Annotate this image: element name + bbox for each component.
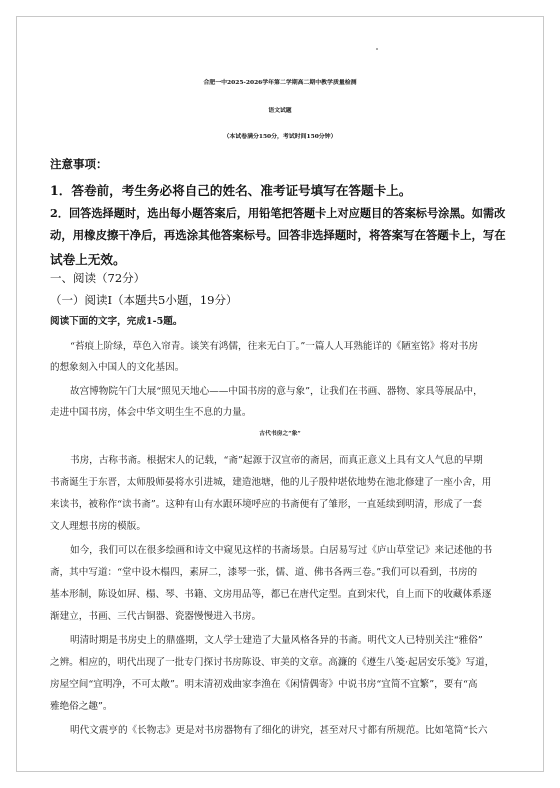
passage-line: 明清时期是书房史上的鼎盛期，文人学士建造了大量风格各异的书斋。明代文人已特别关注“雅俗” (70, 635, 483, 646)
passage-line: 之辨。相应的，明代出现了一批专门探讨书房陈设、审美的文章。高濂的《遵生八笺·起居安乐笺》写道， (50, 657, 495, 668)
section-heading: 一、阅读（72分） (50, 271, 146, 285)
passage-line: 书斋诞生于东晋，太师殷师晏将水引进城，建造池塘，他的儿子殷仲堪依地势在池北修建了一座小舍，用 (50, 477, 492, 488)
passage-line: 基本形制，陈设如屏、榻、琴、书籍、文房用品等，都已在唐代定型。直到宋代，自上而下的收藏体系逐 (50, 589, 492, 600)
exam-title: 合肥一中2025-2026学年第二学期高二期中教学质量检测 (203, 79, 357, 86)
passage-line: 明代文震亨的《长物志》更是对书房器物有了细化的讲究，甚至对尺寸都有所规范。比如笔筒“长六 (70, 725, 488, 736)
notice-item-2-line-1: 2．回答选择题时，选出每小题答案后，用铅笔把答题卡上对应题目的答案标号涂黑。如需改 (50, 206, 506, 220)
passage-line: “苔痕上阶绿，草色入帘青。谈笑有鸿儒，往来无白丁。”一篇人人耳熟能详的《陋室铭》将对书房 (70, 341, 478, 352)
passage-line: 的想象刻入中国人的文化基因。 (50, 362, 185, 373)
passage-line: 渐建立，书画、三代古铜器、瓷器慢慢进入书房。 (50, 611, 262, 622)
article-title: 古代书房之“象” (259, 431, 301, 437)
passage-line: 故宫博物院午门大展“照见天地心——中国书房的意与象”，让我们在书画、器物、家具等展品中， (70, 386, 483, 397)
score-note: （本试卷满分150分，考试时间150分钟） (223, 133, 337, 140)
passage-line: 书房，古称书斋。根据宋人的记载，“斋”起源于汉宣帝的斋居，而真正意义上具有文人气息的早期 (70, 455, 483, 466)
notice-item-2-line-3: 试卷上无效。 (50, 252, 126, 267)
section-sub-heading: （一）阅读Ⅰ（本题共5小题，19分） (50, 293, 238, 307)
passage-line: 房屋空间“宜明净，不可太敞”。明末清初戏曲家李渔在《闲情偶寄》中说书房“宜简不宜繁”，要有“高 (50, 679, 478, 690)
passage-line: 来读书，被称作“读书斋”。这种有山有水跟环境呼应的书斋便有了雏形，一直延续到明清，形成了一套 (50, 499, 482, 510)
passage-line: 斋，其中写道：“堂中设木榻四，素屏二，漆琴一张，儒、道、佛书各两三卷。”我们可以看到，书房的 (50, 567, 478, 578)
passage-line: 走进中国书房，体会中华文明生生不息的力量。 (50, 407, 252, 418)
exam-subject: 语文试题 (268, 108, 292, 114)
passage-line: 如今，我们可以在很多绘画和诗文中窥见这样的书斋场景。白居易写过《庐山草堂记》来记述他的书 (70, 545, 493, 556)
passage-line: 文人理想书房的模版。 (50, 521, 146, 532)
notice-item-2-line-2: 动，用橡皮擦干净后，再选涂其他答案标号。回答非选择题时，将答案写在答题卡上，写在 (50, 228, 506, 242)
passage-line: 雅绝俗之趣”。 (50, 701, 113, 712)
notice-heading: 注意事项： (50, 157, 108, 171)
notice-item-1: 1．答卷前，考生务必将自己的姓名、准考证号填写在答题卡上。 (50, 183, 412, 198)
scan-speck (376, 48, 378, 50)
section-instruction: 阅读下面的文字，完成1-5题。 (50, 316, 183, 327)
